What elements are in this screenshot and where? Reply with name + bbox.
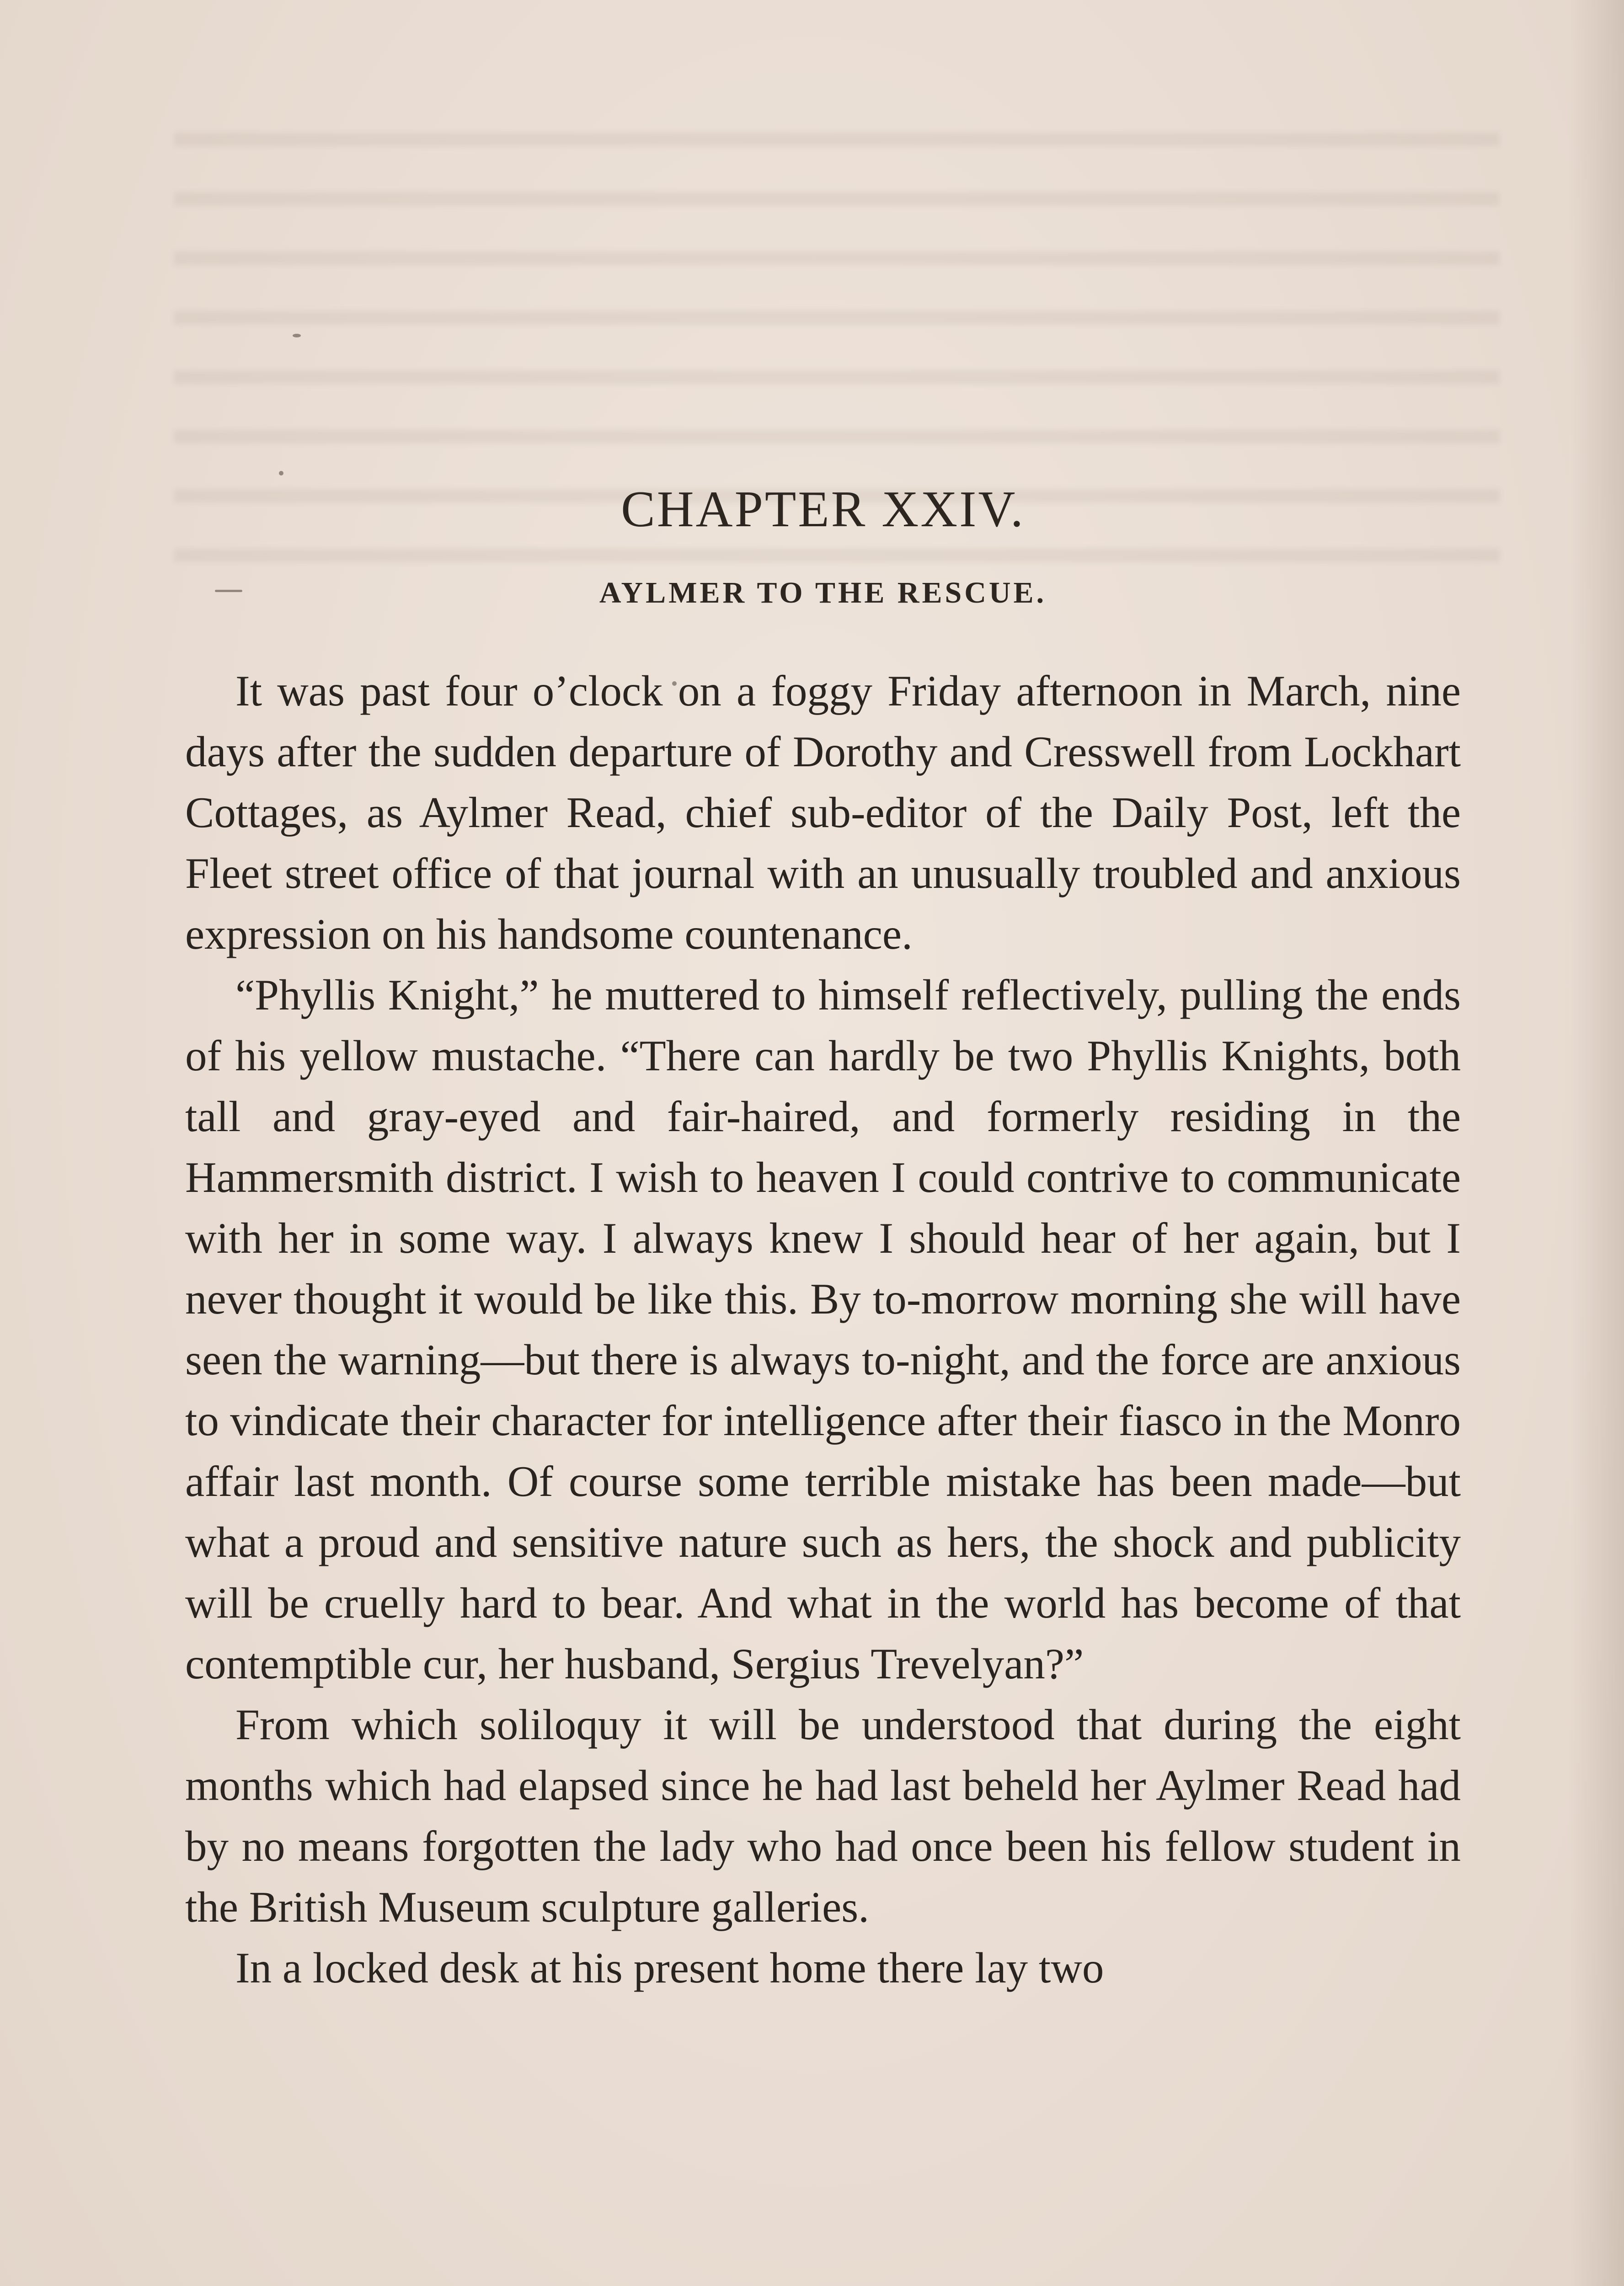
page-edge-shadow	[1569, 0, 1624, 2286]
paragraph: It was past four o’clock on a foggy Friday afternoon in March, nine days after the sudden departure of Dorothy and Cresswell from Lockhart Cottages, as Aylmer Read, chief sub-editor of the Daily Post, left the Fleet street office of that journal with an unusually troubled and anxious expression on his handsome countenance.	[185, 667, 1461, 958]
paragraph: From which soliloquy it will be understood that during the eight months which had elapsed since he had last beheld her Aylmer Read had by no means forgotten the lady who had once been his fellow student in the British Museum sculpture galleries.	[185, 1700, 1461, 1931]
chapter-subtitle: AYLMER TO THE RESCUE.	[599, 576, 1047, 609]
chapter-title: CHAPTER XXIV.	[621, 481, 1025, 538]
paper-speck	[279, 471, 283, 475]
paragraph: In a locked desk at his present home there lay two	[235, 1944, 1104, 1992]
book-page	[185, 480, 1461, 1998]
paragraph: “Phyllis Knight,” he muttered to himself reflectively, pulling the ends of his yellow mustache. “There can hardly be two Phyllis Knights, both tall and gray-eyed and fair-haired, and formerly residing in the Hammersmith district. I wish to heaven I could contrive to communicate with her in some way. I always knew I should hear of her again, but I never thought it would be like this. By to-morrow morning she will have seen the warning—but there is always to-night, and the force are anxious to vindicate their character for intelligence after their fiasco in the Monro affair last month. Of course some terrible mistake has been made—but what a proud and sensitive nature such as hers, the shock and publicity will be cruelly hard to bear. And what in the world has become of that contemptible cur, her husband, Sergius Trevelyan?”	[185, 971, 1461, 1688]
paper-speck	[293, 334, 301, 337]
